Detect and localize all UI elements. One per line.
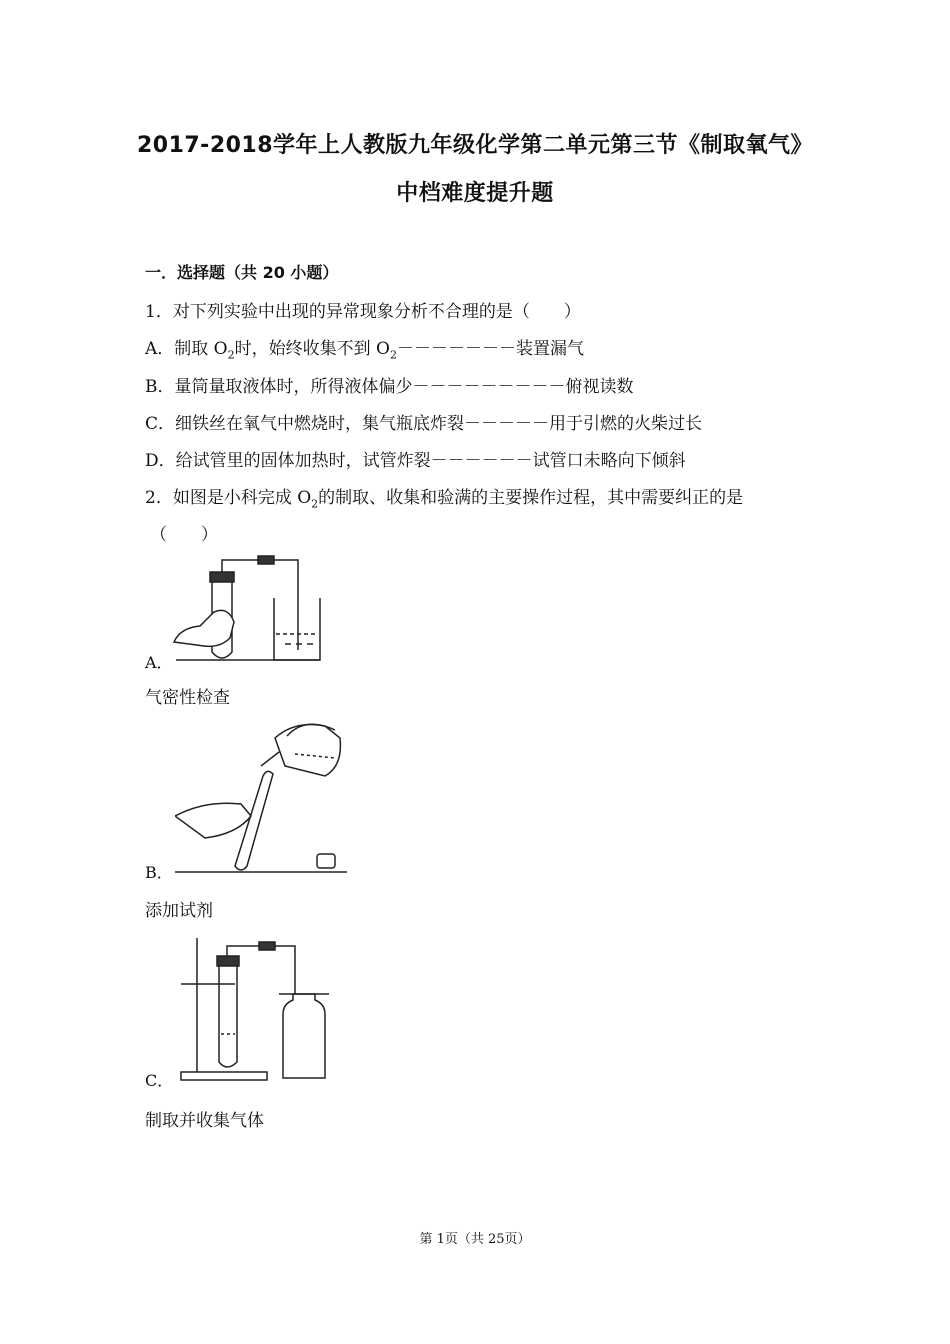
q2-paren: （ ） [150,525,218,545]
q1-stem: 1．对下列实验中出现的异常现象分析不合理的是（ ） [145,302,581,322]
q1-option-a: A．制取 $O_2$时，始终收集不到 $O_2-------$装置漏气 [145,339,584,362]
page-footer: 第 1页（共 25页） [419,1232,531,1247]
q2-option-c-label: C． [145,1071,174,1090]
doc-title-line2: 中档难度提升题 [396,181,554,206]
figure-adding-reagent [175,716,350,876]
q2-option-c-caption: 制取并收集气体 [145,1111,264,1131]
q2-option-a-caption: 气密性检查 [145,688,230,708]
q2-option-a-label: A． [145,653,173,672]
q2-stem: 2．如图是小科完成 $O_2$的制取、收集和验满的主要操作过程，其中需要纠正的是 [145,488,744,511]
q2-option-b-label: B． [145,863,173,882]
q1-option-c: C．细铁丝在氧气中燃烧时，集气瓶底炸裂－－－－－用于引燃的火柴过长 [145,414,703,434]
q1-option-b: B．量筒量取液体时，所得液体偏少－－－－－－－－－俯视读数 [145,377,634,397]
section-heading: 一．选择题（共 20 小题） [145,263,339,282]
figure-airtightness-check [170,552,330,666]
q2-option-b-caption: 添加试剂 [145,901,213,921]
figure-make-and-collect-gas [175,934,335,1084]
q1-option-d: D．给试管里的固体加热时，试管炸裂－－－－－－试管口未略向下倾斜 [145,451,686,471]
doc-title-line1: 2017-2018学年上人教版九年级化学第二单元第三节《制取氧气》 [136,133,814,158]
